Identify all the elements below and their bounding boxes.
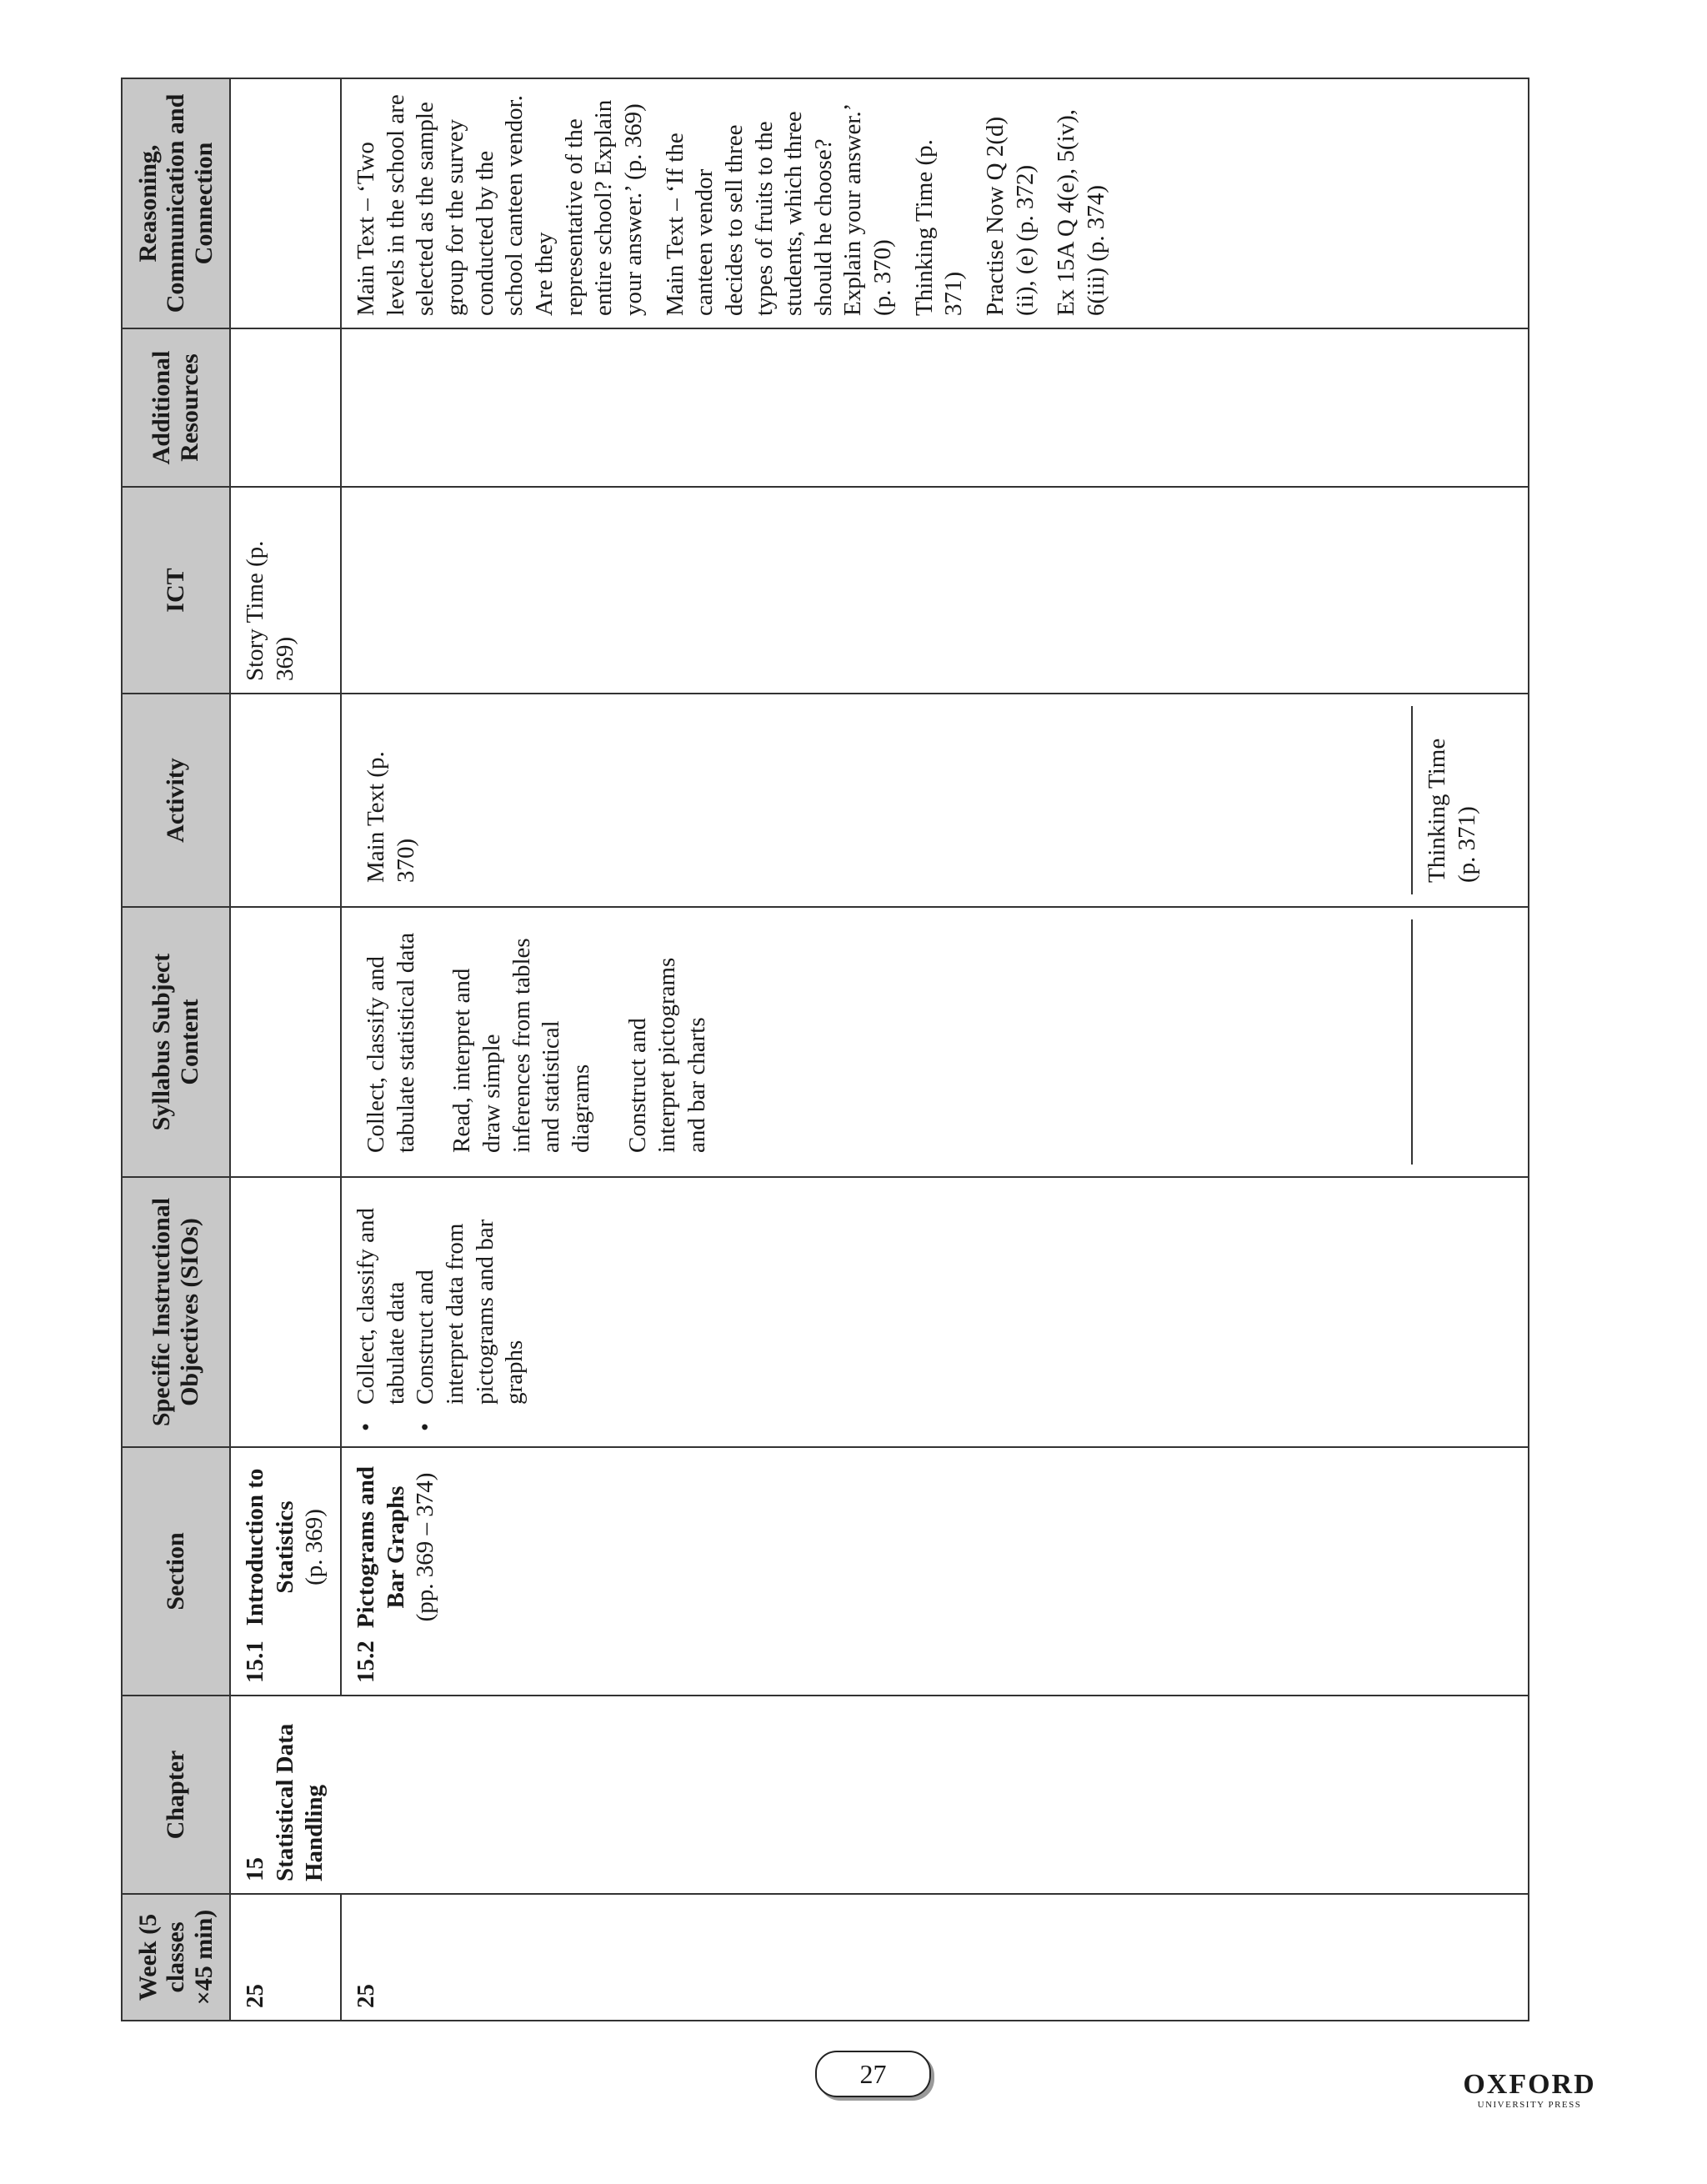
reasoning-item: Main Text – ‘If the canteen vendor decides to sell three types of fruits to the students, which three should he choose? Explain your answer.’ (p. 370) bbox=[661, 104, 897, 316]
publisher-subtitle: UNIVERSITY PRESS bbox=[1477, 2100, 1582, 2110]
week-cell: 25 bbox=[341, 1894, 1529, 2021]
syllabus-item: Read, interpret and draw simple inferences from tables and statistical diagrams bbox=[448, 938, 594, 1153]
chapter-cell bbox=[230, 1696, 1529, 1894]
reasoning-item: Practise Now Q 2(d) (ii), (e) (p. 372) bbox=[982, 116, 1039, 316]
header-section: Section bbox=[122, 1447, 230, 1696]
sio-item: • Construct and interpret data from pictograms and bar graphs bbox=[411, 1190, 530, 1435]
table-row bbox=[230, 78, 341, 2021]
header-sio: Specific Instructional Objectives (SIOs) bbox=[122, 1177, 230, 1447]
activity-cell bbox=[341, 694, 1529, 907]
sio-item: • Collect, classify and tabulate data bbox=[352, 1190, 411, 1435]
syllabus-subcell bbox=[1411, 919, 1518, 1165]
section-pages: (pp. 369 – 374) bbox=[412, 1472, 439, 1622]
section-pages: (p. 369) bbox=[301, 1509, 328, 1585]
week-cell: 25 bbox=[230, 1894, 341, 2021]
section-title: Pictograms and Bar Graphs bbox=[352, 1465, 409, 1629]
section-title: Introduction to Statistics bbox=[242, 1468, 298, 1626]
header-resources: Additional Resources bbox=[122, 328, 230, 487]
section-number: 15.1 bbox=[242, 1641, 268, 1683]
sio-cell bbox=[230, 1177, 341, 1447]
activity-main: Main Text (p. 370) bbox=[362, 751, 419, 883]
page-number: 27 bbox=[815, 2051, 931, 2097]
sio-cell bbox=[341, 1177, 1529, 1447]
publisher-name: OXFORD bbox=[1463, 2069, 1596, 2100]
syllabus-cell bbox=[230, 907, 341, 1177]
section-number: 15.2 bbox=[352, 1641, 379, 1683]
section-cell bbox=[230, 1447, 341, 1696]
syllabus-cell bbox=[341, 907, 1529, 1177]
header-ict: ICT bbox=[122, 487, 230, 694]
reasoning-cell bbox=[230, 78, 341, 328]
ict-cell bbox=[341, 487, 1529, 694]
activity-cell bbox=[230, 694, 341, 907]
rotated-table-container bbox=[121, 79, 1529, 2021]
header-activity: Activity bbox=[122, 694, 230, 907]
publisher-logo bbox=[1459, 2071, 1600, 2111]
chapter-title: Statistical Data Handling bbox=[271, 1723, 328, 1881]
syllabus-item: Construct and interpret pictograms and bar charts bbox=[623, 957, 710, 1153]
section-cell bbox=[341, 1447, 1529, 1696]
scheme-of-work-table bbox=[121, 78, 1529, 2021]
header-week: Week (5 classes ×45 min) bbox=[122, 1894, 230, 2021]
activity-thinking: Thinking Time (p. 371) bbox=[1411, 706, 1518, 894]
reasoning-item: Ex 15A Q 4(e), 5(iv), 6(iii) (p. 374) bbox=[1053, 108, 1110, 316]
syllabus-item: Collect, classify and tabulate statistical data bbox=[362, 932, 419, 1153]
resources-cell bbox=[230, 328, 341, 487]
header-reasoning: Reasoning, Communication and Connection bbox=[122, 78, 230, 328]
reasoning-item: Main Text – ‘Two levels in the school are selected as the sample group for the survey conducted by the school canteen vendor. Are they representative of the entire school? Explain your answer.’ (p. 369) bbox=[352, 94, 647, 316]
resources-cell bbox=[341, 328, 1529, 487]
chapter-number: 15 bbox=[242, 1857, 268, 1881]
reasoning-item: Thinking Time (p. 371) bbox=[910, 139, 968, 316]
ict-cell: Story Time (p. 369) bbox=[230, 487, 341, 694]
header-syllabus: Syllabus Subject Content bbox=[122, 907, 230, 1177]
table-header-row bbox=[122, 78, 230, 2021]
reasoning-cell bbox=[341, 78, 1529, 328]
header-chapter: Chapter bbox=[122, 1696, 230, 1894]
